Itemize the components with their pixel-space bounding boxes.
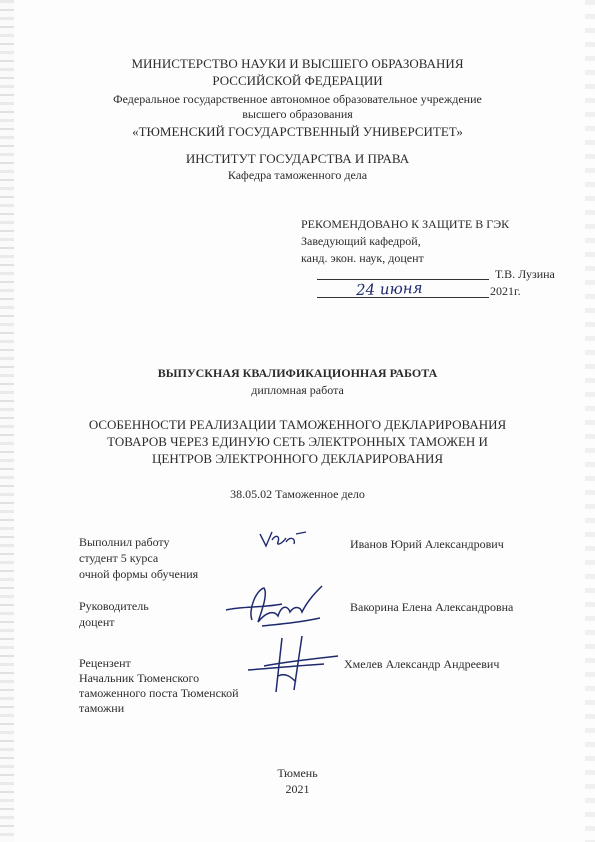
reviewer-role-line-3: таможенного поста Тюменской	[79, 686, 239, 700]
student-name: Иванов Юрий Александрович	[350, 537, 504, 551]
student-signature-icon	[258, 526, 308, 552]
approval-line-1: Заведующий кафедрой,	[301, 234, 421, 248]
ministry-line-1: МИНИСТЕРСТВО НАУКИ И ВЫСШЕГО ОБРАЗОВАНИЯ	[131, 56, 464, 71]
reviewer-name: Хмелев Александр Андреевич	[344, 657, 500, 671]
supervisor-name: Вакорина Елена Александровна	[350, 600, 514, 614]
approval-name: Т.В. Лузина	[495, 267, 555, 281]
reviewer-role-line-2: Начальник Тюменского	[79, 671, 200, 685]
topic-line-3: ЦЕНТРОВ ЭЛЕКТРОННОГО ДЕКЛАРИРОВАНИЯ	[151, 451, 444, 466]
ministry-line-2: РОССИЙСКОЙ ФЕДЕРАЦИИ	[212, 73, 383, 88]
approval-title: РЕКОМЕНДОВАНО К ЗАЩИТЕ В ГЭК	[301, 217, 510, 231]
student-role-line-2: студент 5 курса	[79, 551, 159, 565]
university-name: «ТЮМЕНСКИЙ ГОСУДАРСТВЕННЫЙ УНИВЕРСИТЕТ»	[132, 124, 463, 139]
work-subtype: дипломная работа	[251, 383, 344, 397]
supervisor-role-line-1: Руководитель	[79, 599, 149, 613]
institute-name: ИНСТИТУТ ГОСУДАРСТВА И ПРАВА	[185, 151, 410, 166]
supervisor-signature-icon	[222, 580, 328, 634]
supervisor-role-line-2: доцент	[79, 615, 115, 629]
topic-line-2: ТОВАРОВ ЧЕРЕЗ ЕДИНУЮ СЕТЬ ЭЛЕКТРОННЫХ ТАМОЖЕН И	[107, 434, 488, 449]
approval-year: 2021г.	[490, 284, 521, 298]
institution-type-line-2: высшего образования	[242, 107, 353, 121]
work-type-title: ВЫПУСКНАЯ КВАЛИФИКАЦИОННАЯ РАБОТА	[157, 366, 438, 380]
approval-line-2: канд. экон. наук, доцент	[301, 251, 424, 265]
reviewer-role-line-1: Рецензент	[79, 656, 131, 670]
year: 2021	[285, 782, 310, 796]
reviewer-signature-icon	[234, 632, 344, 694]
specialty: 38.05.02 Таможенное дело	[230, 487, 365, 501]
city: Тюмень	[277, 766, 318, 780]
reviewer-role-line-4: таможни	[79, 701, 125, 715]
student-role-line-3: очной формы обучения	[79, 567, 199, 581]
department-name: Кафедра таможенного дела	[227, 168, 368, 182]
handwritten-date: 24 июня	[355, 278, 423, 300]
student-role-line-1: Выполнил работу	[79, 535, 170, 549]
institution-type-line-1: Федеральное государственное автономное образовательное учреждение	[113, 92, 482, 106]
topic-line-1: ОСОБЕННОСТИ РЕАЛИЗАЦИИ ТАМОЖЕННОГО ДЕКЛАРИРОВАНИЯ	[88, 417, 507, 432]
